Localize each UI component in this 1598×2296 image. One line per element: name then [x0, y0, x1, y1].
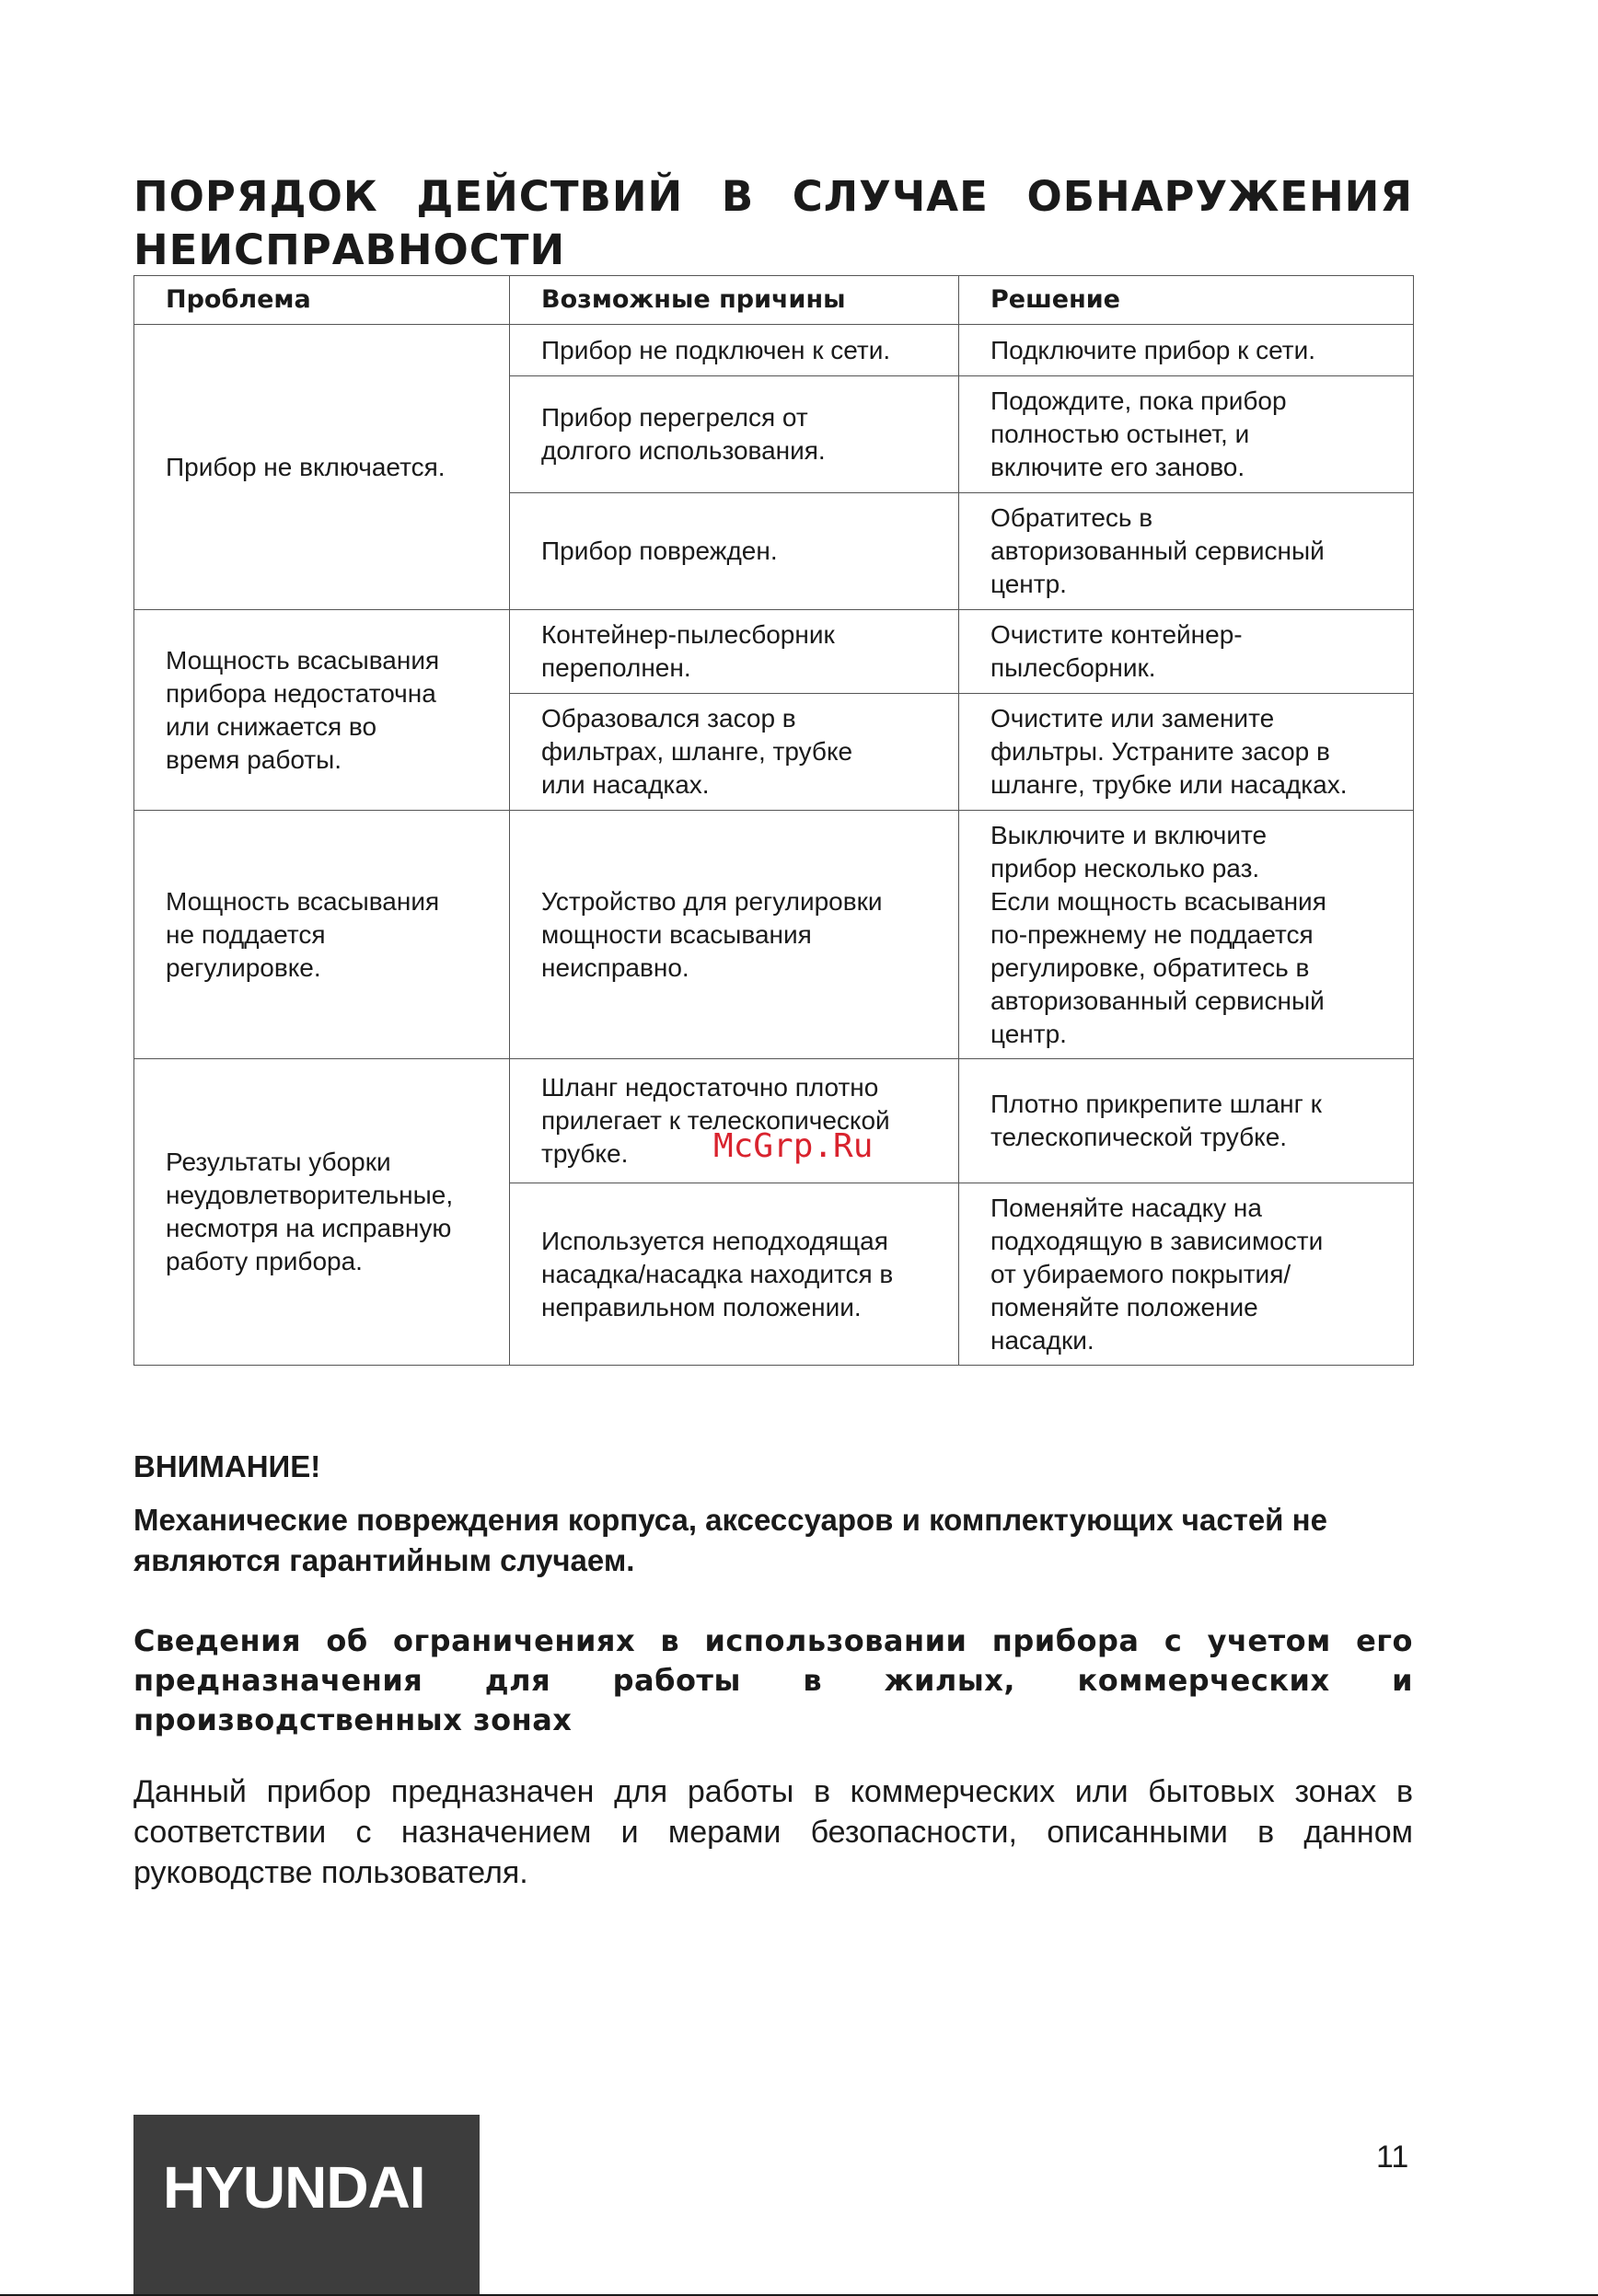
solution-cell [959, 325, 1414, 376]
problem-text: Мощность всасывания прибора недостаточна или снижается во время работы. [166, 645, 440, 774]
table-row [134, 325, 1414, 376]
problem-cell [134, 610, 510, 811]
warning-text: Механические повреждения корпуса, аксессуаров и комплектующих частей не являются гарантийным случаем. [133, 1503, 1327, 1577]
solution-text: Обратитесь в авторизованный сервисный центр. [990, 503, 1325, 598]
cause-text: Устройство для регулировки мощности всасывания неисправно. [541, 886, 883, 982]
problem-cell [134, 811, 510, 1059]
solution-text: Подождите, пока прибор полностью остынет, и включите его заново. [990, 387, 1287, 481]
cause-text: Прибор перегрелся от долгого использования. [541, 403, 826, 465]
cause-text: Прибор не подключен к сети. [541, 335, 891, 364]
problem-text: Результаты уборки неудовлетворительные, несмотря на исправную работу прибора. [166, 1148, 454, 1275]
solution-text: Выключите и включите прибор несколько раз. Если мощность всасывания по-прежнему не поддается регулировке, обратитесь в авторизованный сервисный центр. [990, 820, 1326, 1048]
solution-text: Подключите прибор к сети. [990, 335, 1316, 364]
table-header-row [134, 276, 1414, 325]
page-title: ПОРЯДОК ДЕЙСТВИЙ В СЛУЧАЕ ОБНАРУЖЕНИЯ НЕИСПРАВНОСТИ [133, 172, 1413, 274]
solution-text: Плотно прикрепите шланг к телескопической трубке. [990, 1090, 1322, 1151]
watermark-text: McGrp.Ru [713, 1127, 874, 1165]
page-number: 11 [1376, 2140, 1409, 2175]
cause-text: Прибор поврежден. [541, 537, 778, 565]
brand-logo-text: HYUNDAI [163, 2154, 425, 2221]
problem-cell [134, 325, 510, 610]
cause-text: Контейнер-пылесборник переполнен. [541, 620, 835, 682]
cause-cell [510, 610, 959, 694]
problem-cell [134, 1059, 510, 1366]
cause-cell [510, 376, 959, 493]
solution-text: Очистите контейнер- пылесборник. [990, 620, 1243, 682]
table-row [134, 811, 1414, 1059]
solution-cell [959, 493, 1414, 610]
cause-cell [510, 1183, 959, 1366]
cause-text: Шланг недостаточно плотно прилегает к телескопической трубке. [541, 1073, 890, 1168]
restrictions-title: Сведения об ограничениях в использовании прибора с учетом его предназначения для работы в жилых, коммерческих и производственных зонах [133, 1623, 1413, 1737]
table-row [134, 610, 1414, 694]
troubleshooting-table [133, 275, 1414, 1366]
solution-cell [959, 811, 1414, 1059]
cause-cell [510, 811, 959, 1059]
solution-text: Очистите или замените фильтры. Устраните засор в шланге, трубке или насадках. [990, 704, 1348, 799]
restrictions-text: Данный прибор предназначен для работы в коммерческих или бытовых зонах в соответствии с назначением и мерами безопасности, описанными в данном руководстве пользователя. [133, 1774, 1413, 1890]
solution-text: Поменяйте насадку на подходящую в зависимости от убираемого покрытия/ поменяйте положение насадки. [990, 1193, 1324, 1355]
problem-text: Мощность всасывания не поддается регулировке. [166, 886, 440, 982]
cause-cell [510, 493, 959, 610]
cause-text: Образовался засор в фильтрах, шланге, трубке или насадках. [541, 704, 853, 799]
brand-logo [133, 2115, 480, 2296]
cause-text: Используется неподходящая насадка/насадка находится в неправильном положении. [541, 1226, 894, 1321]
solution-cell [959, 610, 1414, 694]
solution-cell [959, 1183, 1414, 1366]
header-solution: Решение [959, 276, 1414, 325]
cause-cell [510, 325, 959, 376]
problem-text: Прибор не включается. [166, 452, 446, 481]
warning-title: ВНИМАНИЕ! [133, 1449, 321, 1483]
cause-cell [510, 694, 959, 811]
solution-cell [959, 694, 1414, 811]
header-problem: Проблема [134, 276, 510, 325]
header-causes: Возможные причины [510, 276, 959, 325]
solution-cell [959, 376, 1414, 493]
solution-cell [959, 1059, 1414, 1183]
